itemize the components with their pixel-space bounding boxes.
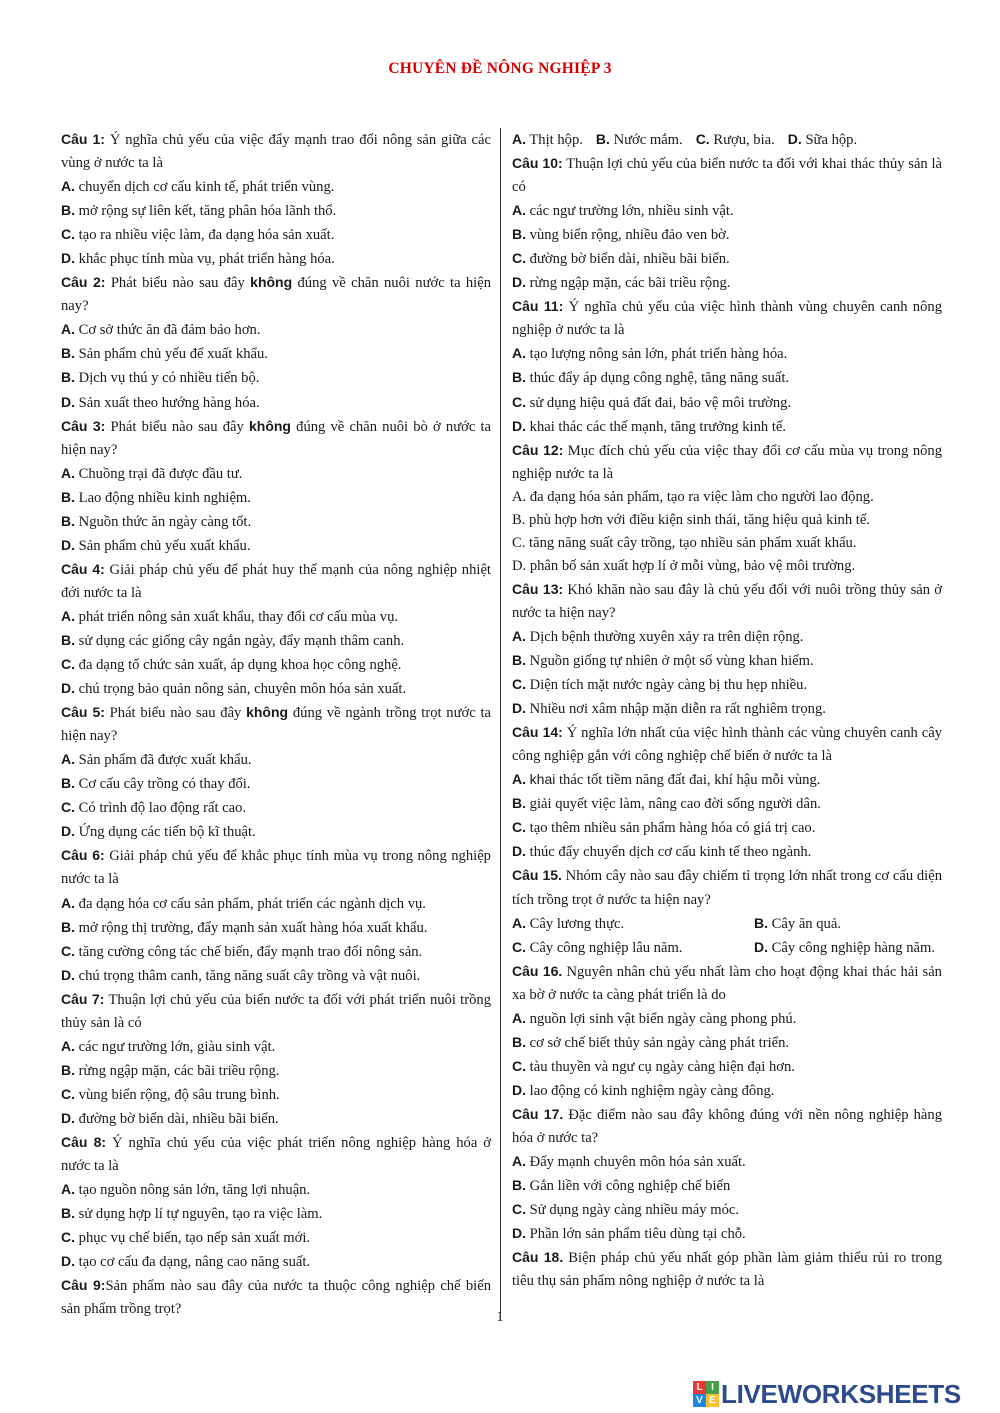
left-column — [61, 128, 491, 1321]
question-number: Câu 4: — [61, 560, 105, 577]
question-number: Câu 1: — [61, 131, 105, 147]
question-8: Câu 8: Ý nghĩa chủ yếu của việc phát triển nông nghiệp hàng hóa ở nước ta là — [61, 1133, 491, 1175]
option-d: D. phân bố sản xuất hợp lí ở mỗi vùng, bảo vệ môi trường. — [512, 557, 856, 574]
option-a: A. các ngư trường lớn, giàu sinh vật. — [61, 1037, 276, 1055]
option-b: B. Sản phẩm chủ yếu để xuất khẩu. — [61, 345, 268, 363]
question-number: Câu 9: — [61, 1277, 106, 1294]
option-a: A. chuyển dịch cơ cấu kinh tế, phát triển vùng. — [61, 178, 335, 196]
question-7: Câu 7: Thuận lợi chủ yếu của biển nước ta đối với phát triển nuôi trồng thủy sản là có — [61, 990, 491, 1031]
question-11: Câu 11: Ý nghĩa chủ yếu của việc hình thành vùng chuyên canh nông nghiệp ở nước ta là — [512, 298, 942, 339]
question-number: Câu 3: — [61, 417, 106, 434]
question-10: Câu 10: Thuận lợi chủ yếu của biển nước ta đối với khai thác thủy sản là có — [512, 155, 942, 196]
question-17: Câu 17. Đặc điểm nào sau đây không đúng với nền nông nghiệp hàng hóa ở nước ta? — [512, 1105, 942, 1146]
option-d: D. Cây công nghiệp hàng năm. — [754, 938, 935, 956]
question-number: Câu 18. — [512, 1249, 564, 1266]
option-c: C. Sử dụng ngày càng nhiều máy móc. — [512, 1201, 739, 1219]
option-c: C. sử dụng hiệu quả đất đai, bảo vệ môi trường. — [512, 393, 792, 411]
option-b: B. Lao động nhiều kinh nghiệm. — [61, 488, 251, 506]
question-9-options — [512, 128, 942, 152]
option-c: C. tạo thêm nhiều sản phẩm hàng hóa có giá trị cao. — [512, 819, 816, 837]
option-b: B. thúc đẩy áp dụng công nghệ, tăng năng suất. — [512, 369, 790, 387]
right-column — [512, 128, 942, 1293]
question-number: Câu 17. — [512, 1105, 564, 1122]
question-number: Câu 11: — [512, 298, 564, 315]
question-4: Câu 4: Giải pháp chủ yếu để phát huy thế mạnh của nông nghiệp nhiệt đới nước ta là — [61, 560, 491, 601]
question-15-options — [512, 912, 942, 960]
column-divider — [500, 128, 501, 1313]
option-d: D. rừng ngập mặn, các bãi triều rộng. — [512, 274, 731, 292]
question-12: Câu 12: Mục đích chủ yếu của việc thay đổi cơ cấu mùa vụ trong nông nghiệp nước ta là — [512, 441, 943, 482]
option-b: B. phù hợp hơn với điều kiện sinh thái, tăng hiệu quả kinh tế. — [512, 511, 870, 528]
question-2: Câu 2: Phát biểu nào sau đây không đúng về chăn nuôi nước ta hiện nay? — [61, 274, 491, 315]
option-b: B. Cơ cấu cây trồng có thay đổi. — [61, 775, 251, 793]
option-b: B. sử dụng các giống cây ngắn ngày, đẩy mạnh thâm canh. — [61, 631, 405, 649]
page-number: 1 — [496, 1309, 504, 1325]
question-3: Câu 3: Phát biểu nào sau đây không đúng về chăn nuôi bò ở nước ta hiện nay? — [61, 417, 492, 458]
option-d: D. Sản phẩm chủ yếu xuất khẩu. — [61, 536, 251, 554]
option-d: D. khắc phục tính mùa vụ, phát triển hàng hóa. — [61, 250, 335, 268]
question-15: Câu 15. Nhóm cây nào sau đây chiếm tỉ trọng lớn nhất trong cơ cấu diện tích trồng trọt ở nước ta hiện nay? — [512, 867, 942, 908]
option-d: D. chú trọng thâm canh, tăng năng suất cây trồng và vật nuôi. — [61, 966, 421, 984]
option-c: C. Rượu, bia. — [695, 131, 775, 148]
option-b: B. rừng ngập mặn, các bãi triều rộng. — [61, 1061, 280, 1079]
option-c: C. tăng cường công tác chế biến, đẩy mạnh trao đổi nông sản. — [61, 942, 423, 960]
option-d: D. Ứng dụng các tiến bộ kĩ thuật. — [61, 823, 256, 841]
question-text: Ý nghĩa chủ yếu của việc đẩy mạnh trao đổi nông sản giữa các vùng ở nước ta là — [61, 132, 491, 172]
option-d: D. đường bờ biển dài, nhiều bãi biển. — [61, 1109, 279, 1127]
option-c: C. Có trình độ lao động rất cao. — [61, 799, 247, 817]
option-d: D. khai thác các thế mạnh, tăng trưởng kinh tế. — [512, 417, 786, 435]
option-b: B. Gắn liền với công nghiệp chế biến — [512, 1177, 731, 1195]
question-18: Câu 18. Biện pháp chủ yếu nhất góp phần làm giảm thiểu rủi ro trong tiêu thụ sản phẩm nông nghiệp ở nước ta là — [512, 1249, 942, 1290]
option-d: D. tạo cơ cấu đa dạng, nâng cao năng suất. — [61, 1253, 311, 1271]
option-a: A. đa dạng hóa cơ cấu sản phẩm, phát triển các ngành dịch vụ. — [61, 894, 426, 912]
option-b: B. giải quyết việc làm, nâng cao đời sống người dân. — [512, 795, 821, 813]
option-c: B. Nguồn thức ăn ngày càng tốt. — [61, 512, 252, 530]
option-b: B. mở rộng thị trường, đẩy mạnh sản xuất hàng hóa xuất khẩu. — [61, 918, 428, 936]
option-d: D. Nhiều nơi xâm nhập mặn diễn ra rất nghiêm trọng. — [512, 700, 826, 718]
option-b: B. vùng biển rộng, nhiều đảo ven bờ. — [512, 226, 730, 244]
option-a: A. Cây lương thực. — [512, 914, 625, 932]
option-a: A. phát triển nông sản xuất khẩu, thay đổi cơ cấu mùa vụ. — [61, 607, 399, 625]
option-c: C. tăng năng suất cây trồng, tạo nhiều sản phẩm xuất khẩu. — [512, 534, 857, 551]
option-c: C. Cây công nghiệp lâu năm. — [512, 938, 683, 956]
option-a: A. Chuồng trại đã được đầu tư. — [61, 464, 243, 482]
option-a: A. Cơ sở thức ăn đã đảm bảo hơn. — [61, 321, 261, 339]
option-b: B. Cây ăn quả. — [754, 914, 841, 932]
option-a: A. đa dạng hóa sản phẩm, tạo ra việc làm cho người lao động. — [512, 488, 874, 505]
question-9: Câu 9:Sản phẩm nào sau đây của nước ta thuộc công nghiệp chế biến sản phẩm trồng trọt? — [61, 1277, 491, 1318]
question-number: Câu 13: — [512, 580, 564, 597]
option-b: B. sử dụng hợp lí tự nguyên, tạo ra việc làm. — [61, 1205, 323, 1223]
option-a: A. Dịch bệnh thường xuyên xảy ra trên diện rộng. — [512, 627, 804, 645]
option-c: C. phục vụ chế biến, tạo nếp sản xuất mới. — [61, 1229, 311, 1247]
question-1 — [61, 128, 491, 175]
question-number: Câu 15. — [512, 867, 562, 884]
question-6: Câu 6: Giải pháp chủ yếu để khắc phục tính mùa vụ trong nông nghiệp nước ta là — [61, 847, 491, 888]
option-c: C. Diện tích mặt nước ngày càng bị thu hẹp nhiều. — [512, 676, 808, 694]
option-d: D. Sản xuất theo hướng hàng hóa. — [61, 393, 260, 411]
option-d: D. chú trọng bảo quản nông sản, chuyên môn hóa sản xuất. — [61, 680, 407, 698]
question-number: Câu 14: — [512, 724, 563, 741]
option-a: A. nguồn lợi sinh vật biển ngày càng phong phú. — [512, 1009, 797, 1027]
option-a: A. khai thác tốt tiềm năng đất đai, khí hậu mỗi vùng. — [512, 771, 821, 789]
option-a: A. Sản phẩm đã được xuất khẩu. — [61, 751, 252, 769]
option-d: D. thúc đẩy chuyển dịch cơ cấu kinh tế theo ngành. — [512, 843, 812, 861]
question-number: Câu 16. — [512, 962, 563, 979]
question-number: Câu 12: — [512, 441, 564, 458]
question-14: Câu 14: Ý nghĩa lớn nhất của việc hình thành các vùng chuyên canh cây công nghiệp gắn với công nghiệp chế biến ở nước ta là — [512, 724, 942, 765]
question-number: Câu 8: — [61, 1133, 107, 1150]
question-5: Câu 5: Phát biểu nào sau đây không đúng về ngành trồng trọt nước ta hiện nay? — [61, 704, 491, 745]
option-d: D. Sữa hộp. — [787, 131, 858, 148]
question-number: Câu 5: — [61, 704, 105, 721]
option-d: D. lao động có kinh nghiệm ngày càng đông. — [512, 1081, 775, 1099]
option-a: A. tạo lượng nông sản lớn, phát triển hàng hóa. — [512, 345, 788, 363]
option-c: C. đường bờ biển dài, nhiều bãi biển. — [512, 250, 730, 268]
option-c: C. tàu thuyền và ngư cụ ngày càng hiện đại hơn. — [512, 1057, 795, 1075]
option-a: A. Thịt hộp. — [512, 131, 583, 148]
question-13: Câu 13: Khó khăn nào sau đây là chủ yếu đối với nuôi trồng thủy sản ở nước ta hiện nay? — [512, 580, 942, 621]
keyword: không — [246, 704, 289, 721]
option-c: C. vùng biển rộng, độ sâu trung bình. — [61, 1085, 280, 1103]
logo-mark-icon: L I V E — [693, 1381, 719, 1407]
question-number: Câu 7: — [61, 990, 105, 1007]
option-b: B. cơ sở chế biết thủy sản ngày càng phát triển. — [512, 1033, 790, 1051]
option-b: B. Nước mắm. — [595, 131, 683, 148]
liveworksheets-logo[interactable] — [693, 1380, 961, 1408]
option-d: D. Phần lớn sản phẩm tiêu dùng tại chỗ. — [512, 1225, 746, 1243]
option-c: B. Dịch vụ thú y có nhiều tiến bộ. — [61, 369, 260, 387]
option-a: A. các ngư trường lớn, nhiều sinh vật. — [512, 202, 734, 220]
document-title: CHUYÊN ĐỀ NÔNG NGHIỆP 3 — [388, 60, 612, 77]
option-a: A. tạo nguồn nông sản lớn, tăng lợi nhuận. — [61, 1181, 311, 1199]
keyword: không — [248, 417, 291, 434]
option-a: A. Đẩy mạnh chuyên môn hóa sản xuất. — [512, 1153, 746, 1171]
question-16: Câu 16. Nguyên nhân chủ yếu nhất làm cho hoạt động khai thác hải sản xa bờ ở nước ta càng phát triển là do — [512, 962, 942, 1003]
option-c: C. tạo ra nhiều việc làm, đa dạng hóa sản xuất. — [61, 226, 335, 244]
question-number: Câu 10: — [512, 155, 563, 172]
question-number: Câu 6: — [61, 847, 105, 864]
question-number: Câu 2: — [61, 274, 106, 291]
keyword: không — [250, 274, 293, 291]
option-b: B. mở rộng sự liên kết, tăng phân hóa lãnh thổ. — [61, 202, 337, 220]
option-b: B. Nguồn giống tự nhiên ở một số vùng khan hiếm. — [512, 652, 814, 670]
logo-text: LIVEWORKSHEETS — [721, 1378, 961, 1409]
option-c: C. đa dạng tổ chức sản xuất, áp dụng khoa học công nghệ. — [61, 656, 402, 674]
